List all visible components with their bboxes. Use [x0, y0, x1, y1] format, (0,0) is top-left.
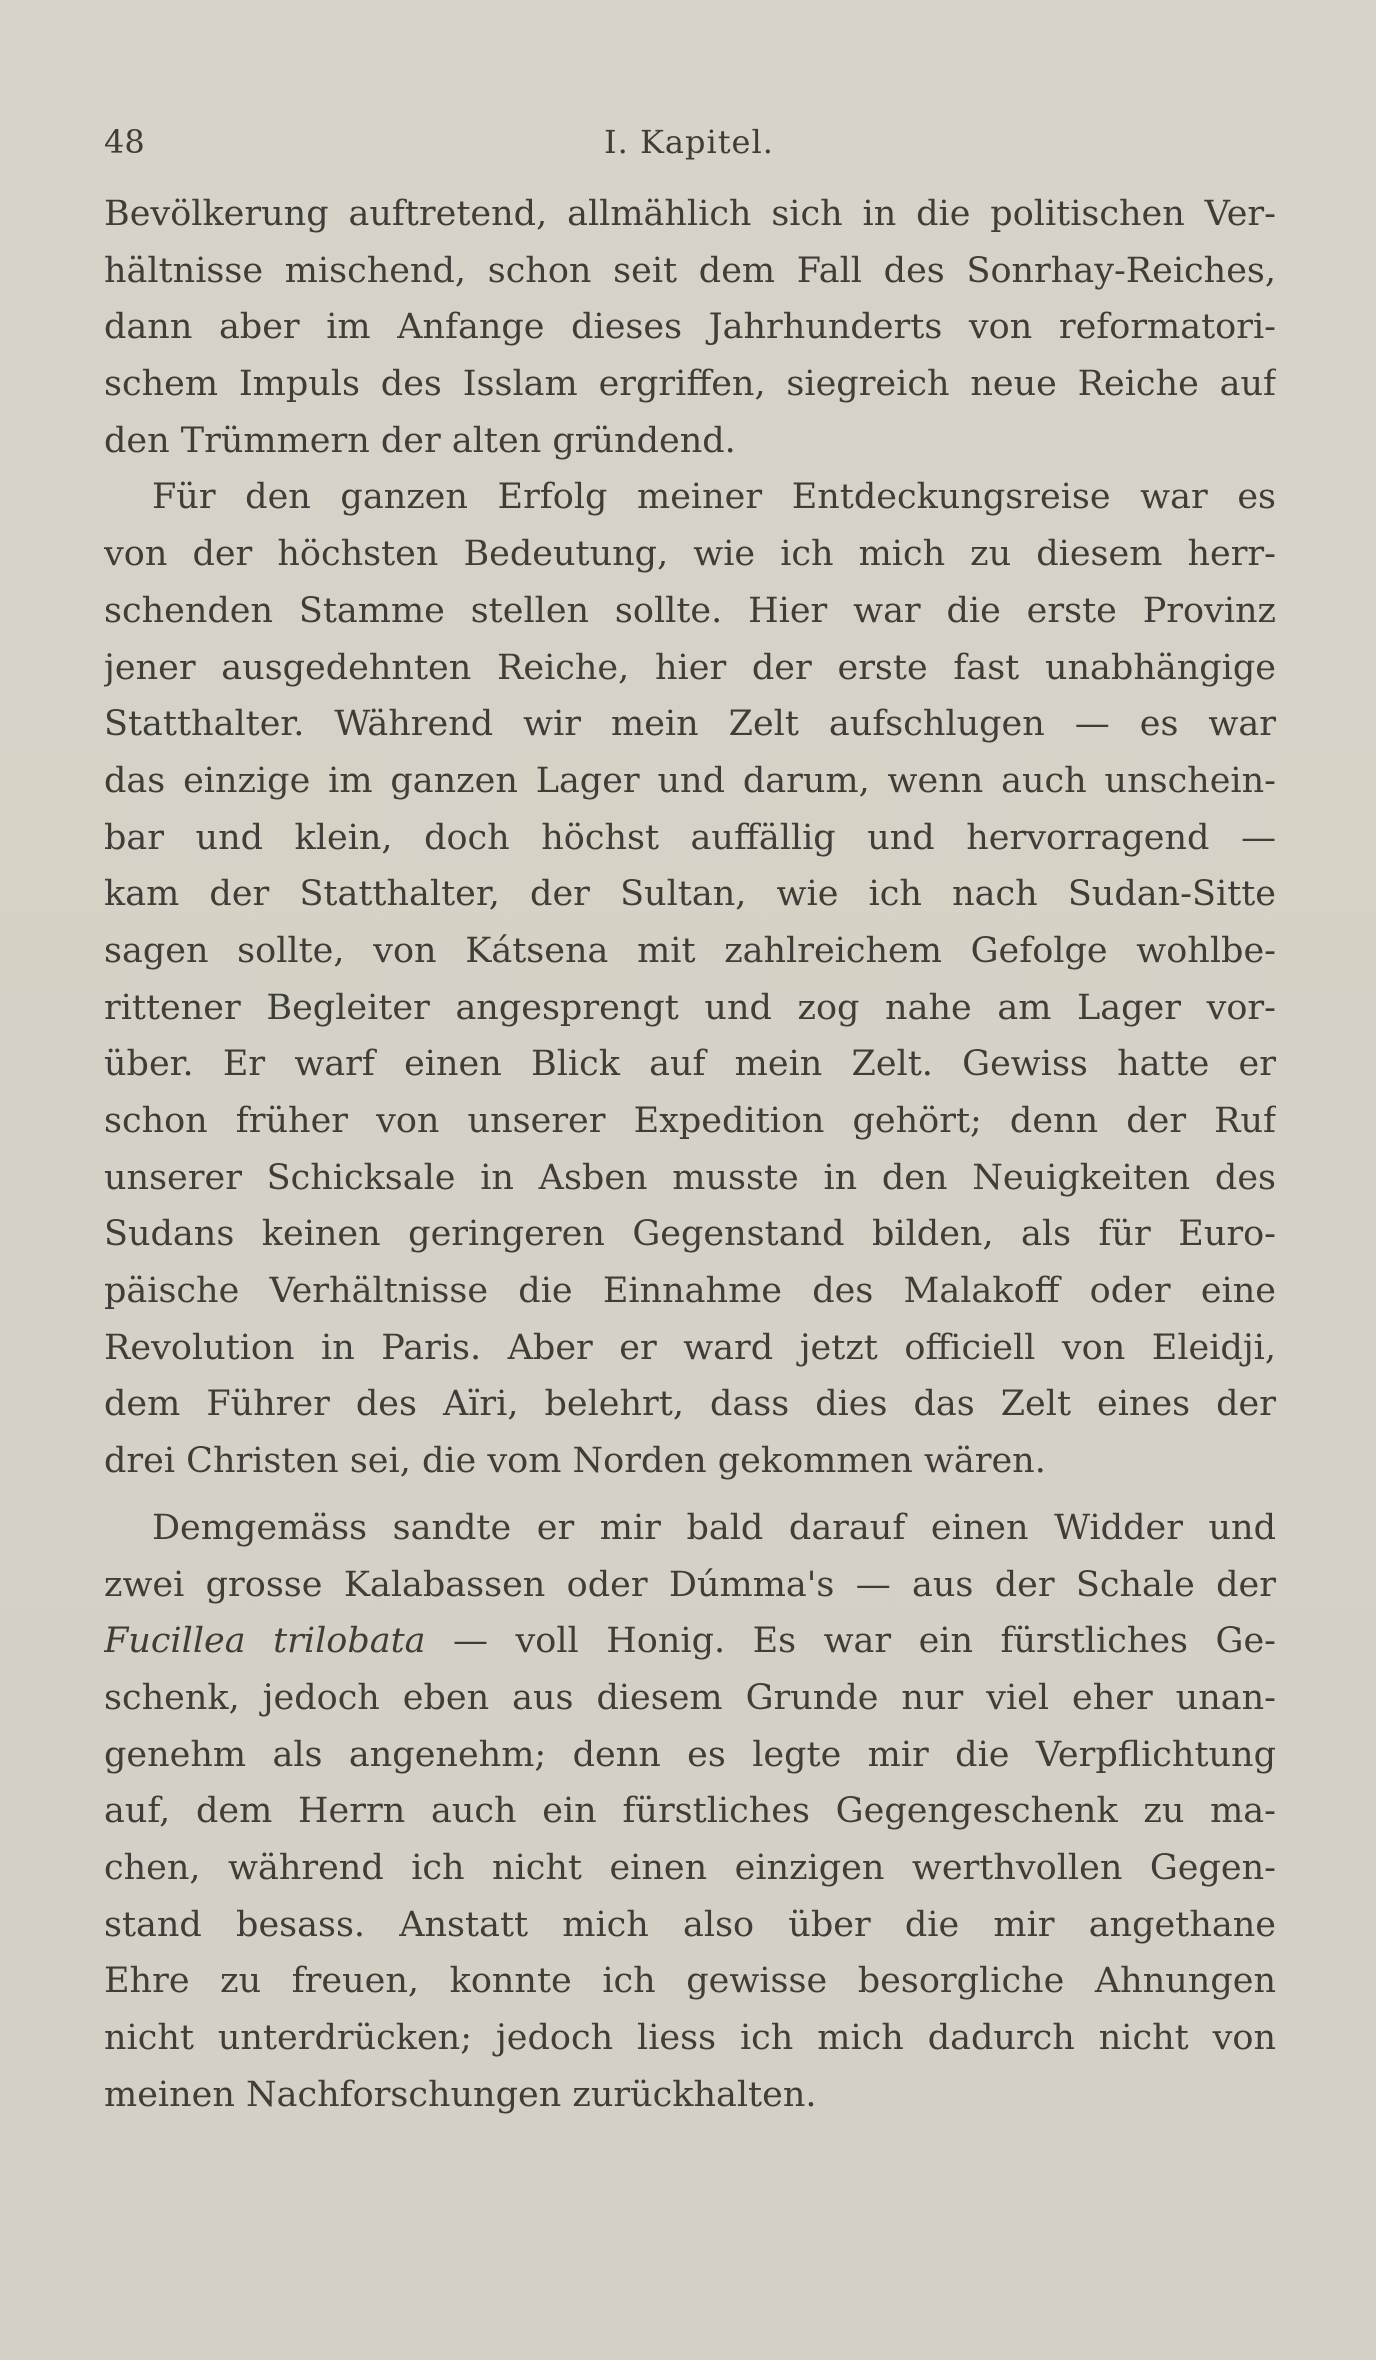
- text-line: Bevölkerung auftretend, allmählich sich in die politischen Ver-: [104, 194, 1276, 234]
- text-line: meinen Nachforschungen zurückhalten.: [104, 2074, 817, 2115]
- text-line-with-italic: [104, 1613, 1276, 1670]
- text-line: genehm als angenehm; denn es legte mir die Verpflichtung: [104, 1734, 1276, 1775]
- text-line: zwei grosse Kalabassen oder Dúmma's — aus der Schale der: [104, 1564, 1276, 1605]
- text-line: unserer Schicksale in Asben musste in den Neuigkeiten des: [104, 1157, 1276, 1198]
- paragraph-spacing: [104, 1490, 1276, 1500]
- text-line: Ehre zu freuen, konnte ich gewisse besorgliche Ahnungen: [104, 1961, 1276, 2002]
- text-line: sagen sollte, von Kátsena mit zahlreichem Gefolge wohlbe-: [104, 930, 1276, 971]
- text-line: nicht unterdrücken; jedoch liess ich mich dadurch nicht von: [104, 2018, 1276, 2058]
- text-line: stand besass. Anstatt mich also über die mir angethane: [104, 1904, 1276, 1945]
- paragraph: [104, 186, 1276, 469]
- text-line: Sudans keinen geringeren Gegenstand bilden, als für Euro-: [104, 1214, 1276, 1255]
- text-line: über. Er warf einen Blick auf mein Zelt. Gewiss hatte er: [104, 1044, 1276, 1085]
- text-line: Für den ganzen Erfolg meiner Entdeckungsreise war es: [152, 477, 1276, 518]
- text-line: auf, dem Herrn auch ein fürstliches Gegengeschenk zu ma-: [104, 1791, 1276, 1832]
- text-line: von der höchsten Bedeutung, wie ich mich zu diesem herr-: [104, 534, 1276, 575]
- text-line: dann aber im Anfange dieses Jahrhunderts von reformatori-: [104, 307, 1276, 348]
- text-line: Statthalter. Während wir mein Zelt aufschlugen — es war: [104, 704, 1276, 745]
- text-line: Demgemäss sandte er mir bald darauf einen Widder und: [152, 1507, 1276, 1548]
- page-number: 48: [104, 123, 145, 161]
- body-text: [104, 186, 1276, 2123]
- text-line: jener ausgedehnten Reiche, hier der erste fast unabhängige: [104, 647, 1276, 688]
- text-line: schenk, jedoch eben aus diesem Grunde nur viel eher unan-: [104, 1677, 1276, 1718]
- text-line: kam der Statthalter, der Sultan, wie ich nach Sudan-Sitte: [104, 874, 1276, 915]
- text-line: den Trümmern der alten gründend.: [104, 420, 736, 461]
- text-fragment: — voll Honig. Es war ein fürstliches Ge-: [425, 1621, 1276, 1662]
- paragraph: [104, 1500, 1276, 2124]
- running-title: I. Kapitel.: [604, 123, 774, 161]
- text-line: schem Impuls des Isslam ergriffen, siegreich neue Reiche auf: [104, 364, 1276, 405]
- text-line: das einzige im ganzen Lager und darum, wenn auch unschein-: [104, 760, 1276, 801]
- text-line: Revolution in Paris. Aber er ward jetzt officiell von Eleidji,: [104, 1327, 1276, 1368]
- text-line: schon früher von unserer Expedition gehört; denn der Ruf: [104, 1101, 1276, 1141]
- text-line: rittener Begleiter angesprengt und zog nahe am Lager vor-: [104, 987, 1276, 1028]
- text-line: päische Verhältnisse die Einnahme des Malakoff oder eine: [104, 1271, 1276, 1312]
- text-line: hältnisse mischend, schon seit dem Fall des Sonrhay-Reiches,: [104, 250, 1276, 291]
- text-line: bar und klein, doch höchst auffällig und hervorragend —: [104, 817, 1276, 858]
- italic-species-name: Fucillea trilobata: [104, 1621, 426, 1662]
- page-header: [104, 118, 1276, 166]
- paragraph: [104, 469, 1276, 1489]
- text-line: chen, während ich nicht einen einzigen werthvollen Gegen-: [104, 1847, 1276, 1888]
- text-line: dem Führer des Aïri, belehrt, dass dies das Zelt eines der: [104, 1384, 1276, 1425]
- text-line: schenden Stamme stellen sollte. Hier war die erste Provinz: [104, 590, 1276, 631]
- text-line: drei Christen sei, die vom Norden gekommen wären.: [104, 1441, 1046, 1482]
